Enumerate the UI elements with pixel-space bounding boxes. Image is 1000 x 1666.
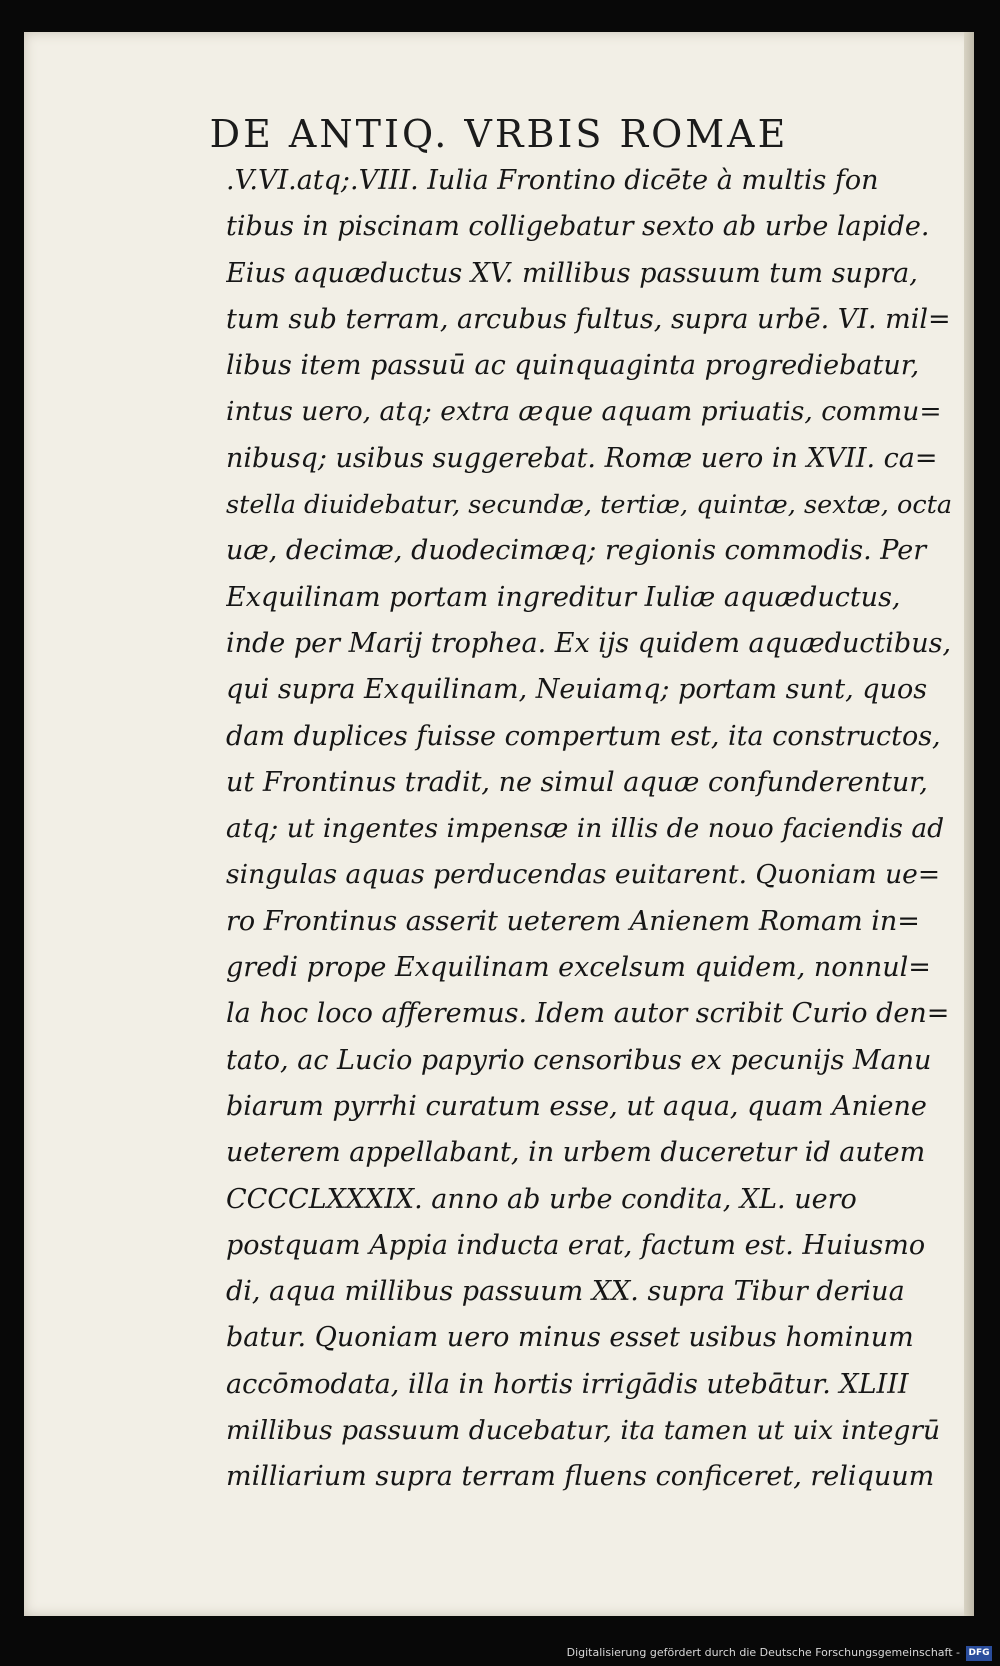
text-line: tum sub terram, arcubus fultus, supra urbē. VI. mil= (226, 303, 951, 335)
text-line: uæ, decimæ, duodecimæq; regionis commodis. Per (226, 535, 927, 567)
text-line: atq; ut ingentes impensæ in illis de nouo faciendis ad (226, 813, 945, 845)
text-line: CCCCLXXXIX. anno ab urbe condita, XL. uero (226, 1183, 857, 1215)
text-line: dam duplices fuisse compertum est, ita constructos, (226, 720, 941, 752)
book-page (24, 32, 974, 1616)
text-line: qui supra Exquilinam, Neuiamq; portam sunt, quos (226, 674, 928, 706)
text-line: tibus in piscinam colligebatur sexto ab urbe lapide. (226, 211, 930, 243)
text-line: postquam Appia inducta erat, factum est. Huiusmo (226, 1229, 926, 1261)
text-line: accōmodata, illa in hortis irrigādis utebātur. XLIII (226, 1368, 909, 1400)
text-line: ueterem appellabant, in urbem duceretur id autem (226, 1137, 926, 1169)
dfg-logo-icon: DFG (966, 1646, 992, 1661)
text-line: stella diuidebatur, secundæ, tertiæ, quintæ, sextæ, octa (226, 490, 952, 521)
text-line: libus item passuū ac quinquaginta progrediebatur, (226, 350, 920, 382)
text-line: nibusq; usibus suggerebat. Romæ uero in XVII. ca= (226, 442, 938, 474)
running-head: DE ANTIQ. VRBIS ROMAE (209, 112, 789, 156)
text-line: di, aqua millibus passuum XX. supra Tibur deriua (226, 1276, 905, 1308)
page-gutter-edge (964, 32, 974, 1616)
text-line: la hoc loco afferemus. Idem autor scribit Curio den= (226, 998, 950, 1030)
text-line: Eius aquæductus XV. millibus passuum tum supra, (226, 257, 918, 289)
text-line: intus uero, atq; extra æque aquam priuatis, commu= (226, 396, 942, 428)
text-line: singulas aquas perducendas euitarent. Quoniam ue= (226, 859, 941, 891)
text-line: gredi prope Exquilinam excelsum quidem, nonnul= (226, 952, 931, 984)
text-line: .V.VI.atq;.VIII. Iulia Frontino dicēte à multis fon (226, 165, 879, 196)
text-line: inde per Marij trophea. Ex ijs quidem aquæductibus, (226, 627, 952, 659)
text-line: ut Frontinus tradit, ne simul aquæ confunderentur, (226, 766, 928, 798)
text-line: batur. Quoniam uero minus esset usibus hominum (226, 1322, 914, 1354)
text-line: tato, ac Lucio papyrio censoribus ex pecunijs Manu (226, 1044, 932, 1076)
footer-bar (0, 1642, 1000, 1666)
text-line: biarum pyrrhi curatum esse, ut aqua, quam Aniene (226, 1090, 927, 1122)
text-line: millibus passuum ducebatur, ita tamen ut uix integrū (226, 1415, 941, 1447)
text-line: milliarium supra terram fluens conficeret, reliquum (226, 1461, 935, 1493)
body-text (226, 158, 952, 1501)
text-line: Exquilinam portam ingreditur Iuliæ aquæductus, (226, 581, 901, 613)
text-line: ro Frontinus asserit ueterem Anienem Romam in= (226, 905, 920, 937)
digitization-credit: Digitalisierung gefördert durch die Deutsche Forschungsgemeinschaft - (566, 1646, 960, 1659)
